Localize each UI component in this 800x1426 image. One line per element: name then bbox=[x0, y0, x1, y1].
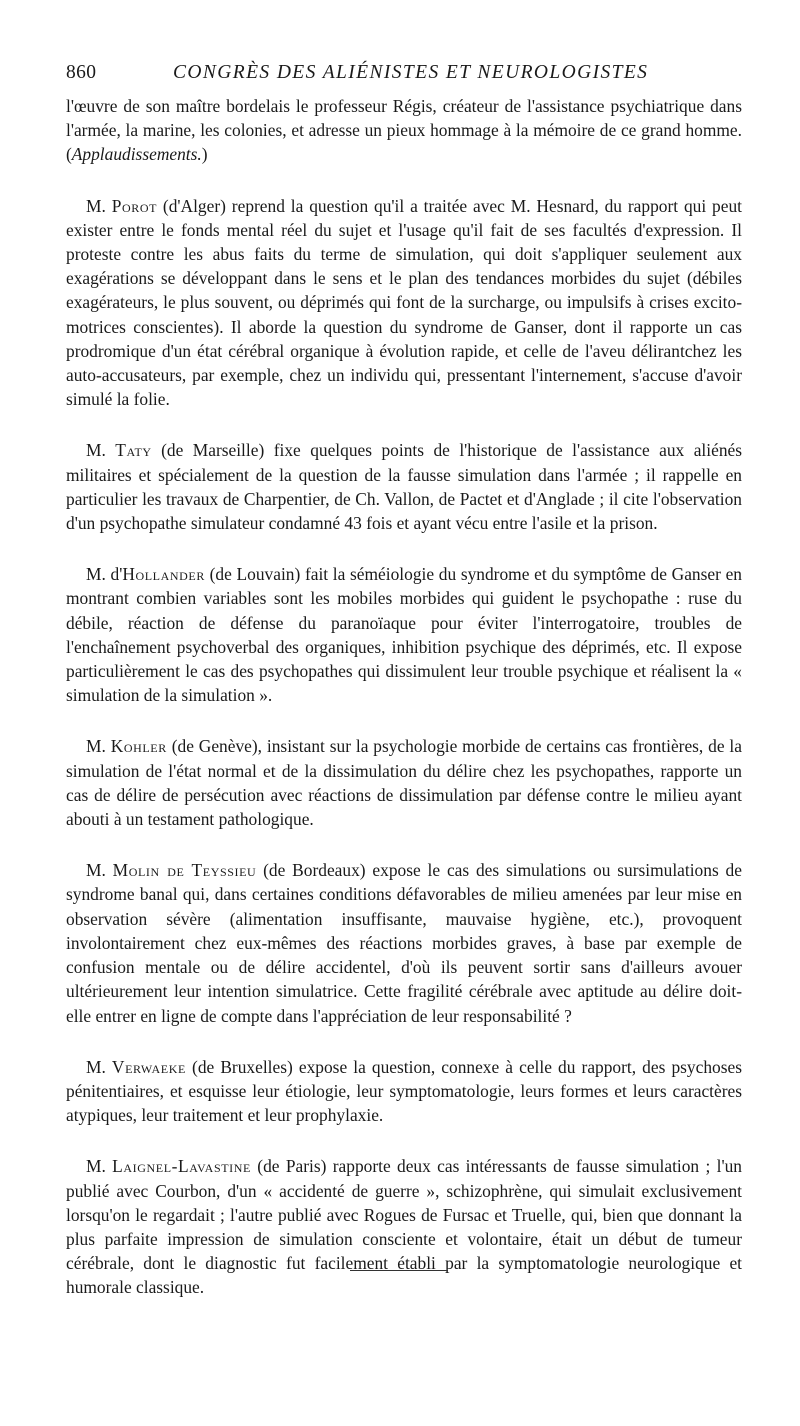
speaker-prefix: M. bbox=[86, 736, 111, 757]
running-title: CONGRÈS DES ALIÉNISTES ET NEUROLOGISTES bbox=[173, 62, 649, 83]
paragraph-laignel-lavastine bbox=[66, 1154, 742, 1299]
section-divider bbox=[350, 1270, 448, 1271]
speaker-prefix: M. bbox=[86, 860, 113, 881]
paragraph-kohler bbox=[66, 734, 742, 831]
speaker-name: Hollander bbox=[122, 564, 205, 585]
speaker-prefix: M. d' bbox=[86, 564, 123, 585]
paragraph-hollander bbox=[66, 562, 742, 707]
paragraph-text: (de Marseille) fixe quelques points de l'historique de l'assistance aux aliénés militaires et spécialement de la question de la fausse simulation dans l'armée ; il rappelle en particulier les travaux de Charpentier, de Ch. Vallon, de Pactet et d'Anglade ; il cite l'observation d'un psychopathe simulateur condamné 43 fois et ayant vécu entre l'asile et la prison. bbox=[66, 440, 742, 534]
paragraph-porot bbox=[66, 194, 742, 412]
paragraph-text: (de Paris) rapporte deux cas intéressants de fausse simulation ; l'un publié avec Courbon, d'un « accidenté de guerre », schizophrène, qui simulait exclusivement lorsqu'on le regardait ; l'autre publié avec Rogues de Fursac et Truelle, qui, bien que donnant la plus parfaite impression de simulation consciente et volontaire, était un début de tumeur cérébrale, dont le diagnostic fut facilement établi par la symptomatologie neurologique et humorale classique. bbox=[66, 1156, 742, 1298]
speaker-name: Verwaeke bbox=[111, 1056, 186, 1077]
paragraph-text: (de Louvain) fait la séméiologie du syndrome et du symptôme de Ganser en montrant combien variables sont les mobiles morbides qui guident le psychopathe : ruse du débile, réaction de défense du paranoïaque pour éviter l'interrogatoire, troubles de l'enchaînement psychoverbal des organiques, inhibition psychique des déprimés, etc. Il expose particulièrement le cas des psychopathes qui dissimulent leur trouble psychique et réalisent la « simulation de la simulation ». bbox=[66, 564, 742, 706]
paragraph-molin bbox=[66, 858, 742, 1027]
speaker-name: Laignel-Lavastine bbox=[112, 1156, 251, 1177]
speaker-name: Taty bbox=[115, 440, 152, 461]
paragraph-text: (de Bordeaux) expose le cas des simulations ou sursimulations de syndrome banal qui, dans certaines conditions défavorables de milieu amenées par leur mise en observation sévère (alimentation insuffisante, mauvaise hygiène, etc.), provoquent involontairement chez eux-mêmes des réactions morbides graves, à base par exemple de confusion mentale ou de délire accidentel, d'où ils peuvent sortir sans d'ailleurs avouer ultérieurement leur intention simulatrice. Cette fragilité cérébrale avec aptitude au délire doit-elle entrer en ligne de compte dans l'appréciation de leur responsabilité ? bbox=[66, 860, 742, 1026]
paragraph-text: (de Genève), insistant sur la psychologie morbide de certains cas frontières, de la simulation de l'état normal et de la dissimulation du délire chez les psychopathes, rapporte un cas de délire de persécution avec réactions de dissimulation par défense contre le milieu ayant abouti à un testament pathologique. bbox=[66, 736, 742, 830]
page-header bbox=[66, 62, 734, 88]
paragraph-verwaeke bbox=[66, 1055, 742, 1128]
speaker-prefix: M. bbox=[86, 440, 116, 461]
speaker-name: Kohler bbox=[110, 736, 167, 757]
paragraph-continuation: l'œuvre de son maître bordelais le professeur Régis, créateur de l'assistance psychiatrique dans l'armée, la marine, les colonies, et adresse un pieux hommage à la mémoire de ce grand homme. (Applaudissements.) bbox=[66, 96, 742, 165]
speaker-name: Porot bbox=[111, 195, 158, 216]
speaker-prefix: M. bbox=[86, 1056, 112, 1077]
paragraph-text: (d'Alger) reprend la question qu'il a traitée avec M. Hesnard, du rapport qui peut exister entre le fonds mental réel du sujet et l'usage qu'il fait de ses facultés d'expression. Il proteste contre les abus faits du terme de simulation, qui doit s'appliquer seulement aux exagérations se développant dans le sens et le plan des tendances morbides du sujet (débiles exagérateurs, le plus souvent, ou déprimés qui font de la surcharge, ou impulsifs à crises excito-motrices conscientes). Il aborde la question du syndrome de Ganser, dont il rapporte un cas prodromique d'un état cérébral organique à évolution rapide, et celle de l'aveu délirantchez les auto-accusateurs, par exemple, chez un individu qui, pressentant l'internement, s'accuse d'avoir simulé la folie. bbox=[66, 195, 742, 410]
applause-note: Applaudissements. bbox=[71, 144, 202, 165]
page-number: 860 bbox=[66, 62, 97, 83]
speaker-prefix: M. bbox=[86, 1156, 113, 1177]
paragraph-text: (de Bruxelles) expose la question, connexe à celle du rapport, des psychoses pénitentiaires, et esquisse leur étiologie, leur symptomatologie, leurs formes et leurs caractères atypiques, leur traitement et leur prophylaxie. bbox=[66, 1056, 742, 1126]
body-text bbox=[66, 94, 742, 1327]
paragraph-taty bbox=[66, 438, 742, 535]
speaker-name: Molin de Teyssieu bbox=[112, 860, 257, 881]
speaker-prefix: M. bbox=[86, 195, 112, 216]
paragraph-text: l'œuvre de son maître bordelais le professeur Régis, créateur de l'assistance psychiatrique dans l'armée, la marine, les colonies, et adresse un pieux hommage à la mémoire de ce grand homme. bbox=[66, 96, 742, 141]
